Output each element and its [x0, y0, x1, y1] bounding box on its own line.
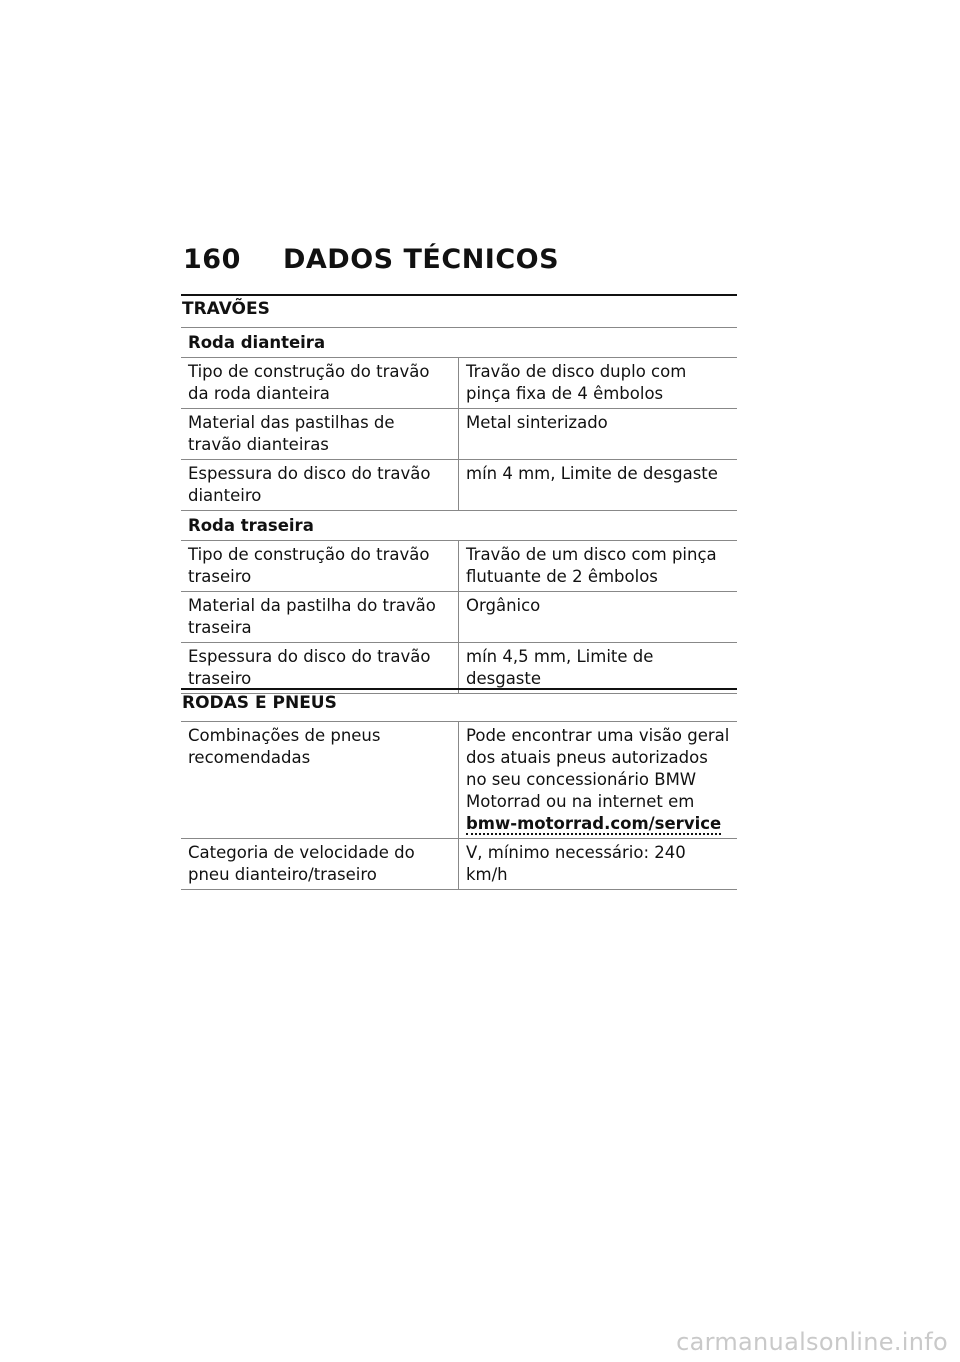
- page-header: [183, 244, 559, 275]
- subsection-title: Roda traseira: [181, 511, 737, 541]
- page-number: 160: [183, 244, 241, 275]
- table-row: [181, 460, 737, 511]
- spec-value: V, mínimo necessário: 240 km/h: [459, 839, 738, 890]
- table-row: [181, 409, 737, 460]
- spec-value: [459, 722, 738, 839]
- section-title: RODAS E PNEUS: [182, 693, 337, 713]
- spec-label: Categoria de velocidade do pneu dianteiro/traseiro: [181, 839, 459, 890]
- subsection-row: [181, 328, 737, 358]
- table-row: [181, 643, 737, 694]
- spec-value: Travão de disco duplo com pinça fixa de 4 êmbolos: [459, 358, 738, 409]
- table-row: [181, 839, 737, 890]
- spec-value: mín 4 mm, Limite de desgaste: [459, 460, 738, 511]
- spec-table-travoes: [181, 327, 737, 694]
- table-row: [181, 358, 737, 409]
- spec-label: Espessura do disco do travão dianteiro: [181, 460, 459, 511]
- spec-table-rodas: [181, 721, 737, 890]
- spec-label: Tipo de construção do travão traseiro: [181, 541, 459, 592]
- table-row: [181, 541, 737, 592]
- spec-label: Material das pastilhas de travão dianteiras: [181, 409, 459, 460]
- spec-label: Espessura do disco do travão traseiro: [181, 643, 459, 694]
- subsection-row: [181, 511, 737, 541]
- subsection-title: Roda dianteira: [181, 328, 737, 358]
- watermark: carmanualsonline.info: [676, 1328, 948, 1356]
- service-link[interactable]: bmw-motorrad.com/service: [466, 814, 722, 833]
- spec-value: mín 4,5 mm, Limite de desgaste: [459, 643, 738, 694]
- spec-label: Tipo de construção do travão da roda dianteira: [181, 358, 459, 409]
- spec-value: Orgânico: [459, 592, 738, 643]
- spec-value-text: Pode encontrar uma visão geral dos atuais pneus autorizados no seu concessionário BMW Motorrad ou na internet em: [466, 726, 730, 811]
- section-rodas-pneus: [181, 688, 737, 890]
- section-title: TRAVÕES: [182, 299, 270, 319]
- page-title: DADOS TÉCNICOS: [283, 244, 560, 275]
- spec-label: Material da pastilha do travão traseira: [181, 592, 459, 643]
- spec-label: Combinações de pneus recomendadas: [181, 722, 459, 839]
- spec-value: Travão de um disco com pinça flutuante de 2 êmbolos: [459, 541, 738, 592]
- spec-value: Metal sinterizado: [459, 409, 738, 460]
- section-travoes: [181, 294, 737, 694]
- table-row: [181, 592, 737, 643]
- table-row: [181, 722, 737, 839]
